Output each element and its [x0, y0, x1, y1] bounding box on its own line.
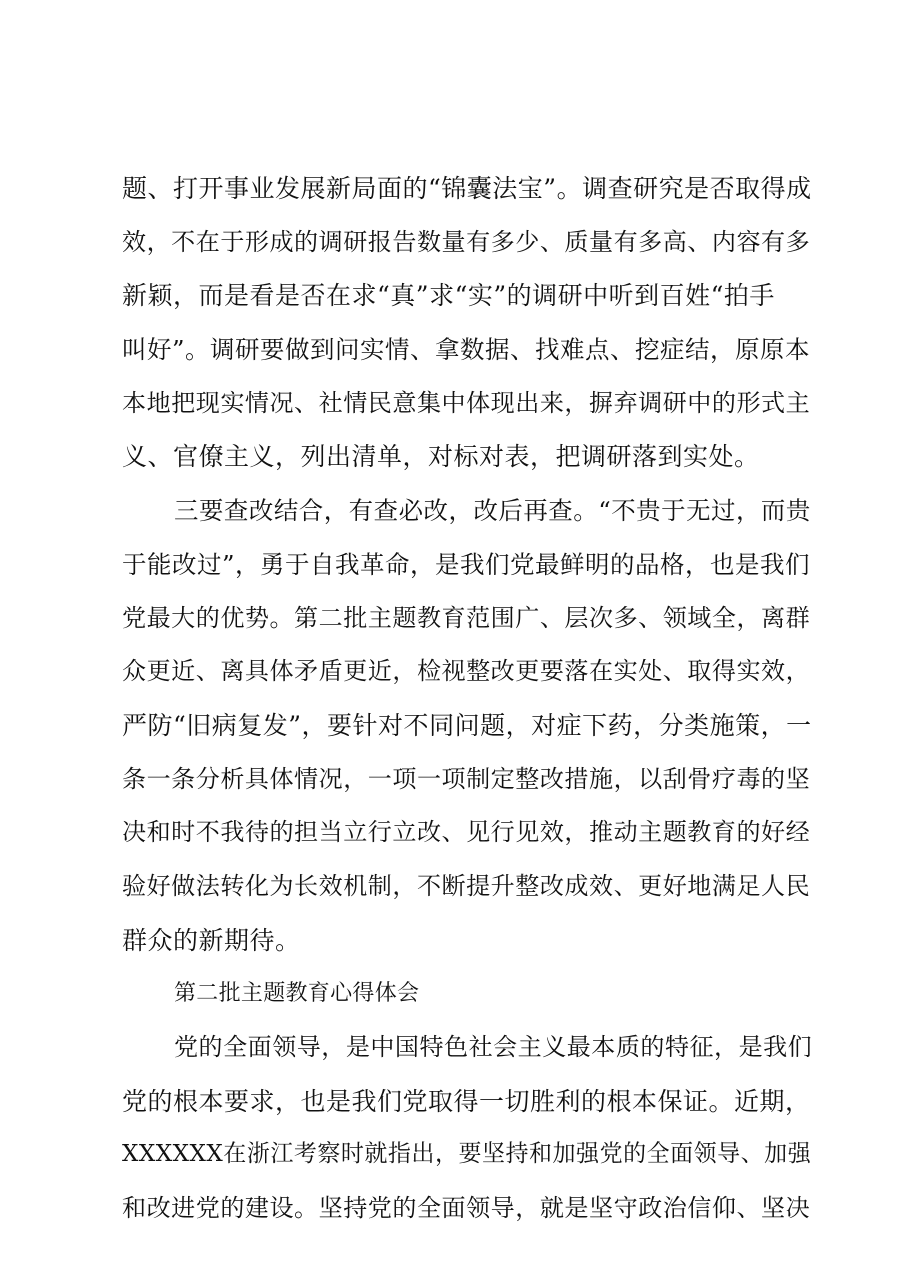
document-body: [122, 162, 812, 1236]
text-line: 效，不在于形成的调研报告数量有多少、质量有多高、内容有多: [122, 227, 811, 256]
text-line: 验好做法转化为长效机制，不断提升整改成效、更好地满足人民: [122, 871, 811, 900]
text-line: 于能改过”，勇于自我革命，是我们党最鲜明的品格，也是我们: [122, 549, 811, 579]
text-line: 条一条分析具体情况，一项一项制定整改措施，以刮骨疗毒的坚: [122, 764, 811, 793]
text-line: 党最大的优势。第二批主题教育范围广、层次多、领域全，离群: [122, 603, 811, 632]
text-line: 和改进党的建设。坚持党的全面领导，就是坚守政治信仰、坚决: [122, 1194, 811, 1223]
text-line: 义、官僚主义，列出清单，对标对表，把调研落到实处。: [122, 442, 760, 472]
text-line: 众更近、离具体矛盾更近，检视整改更要落在实处、取得实效，: [122, 657, 811, 686]
text-line: 本地把现实情况、社情民意集中体现出来，摒弃调研中的形式主: [122, 388, 811, 417]
text-line: 新颖，而是看是否在求“真”求“实”的调研中听到百姓“拍手: [122, 281, 775, 311]
text-line: 严防“旧病复发”，要针对不同问题，对症下药，分类施策，一: [122, 710, 812, 740]
text-line: XXXXXX在浙江考察时就指出，要坚持和加强党的全面领导、加强: [122, 1141, 812, 1168]
text-line: 群众的新期待。: [122, 925, 301, 955]
text-line: 决和时不我待的担当立行立改、见行见效，推动主题教育的好经: [122, 818, 811, 847]
section-heading: 第二批主题教育心得体会: [174, 981, 420, 1007]
text-line: 三要查改结合，有查必改，改后再查。“不贵于无过，而贵: [174, 496, 811, 526]
text-line: 党的全面领导，是中国特色社会主义最本质的特征，是我们: [174, 1033, 813, 1061]
text-line: 党的根本要求，也是我们党取得一切胜利的根本保证。近期，: [122, 1086, 811, 1116]
text-line: 叫好”。调研要做到问实情、拿数据、找难点、挖症结，原原本: [122, 335, 811, 365]
text-line: 题、打开事业发展新局面的“锦囊法宝”。调查研究是否取得成: [122, 174, 812, 203]
